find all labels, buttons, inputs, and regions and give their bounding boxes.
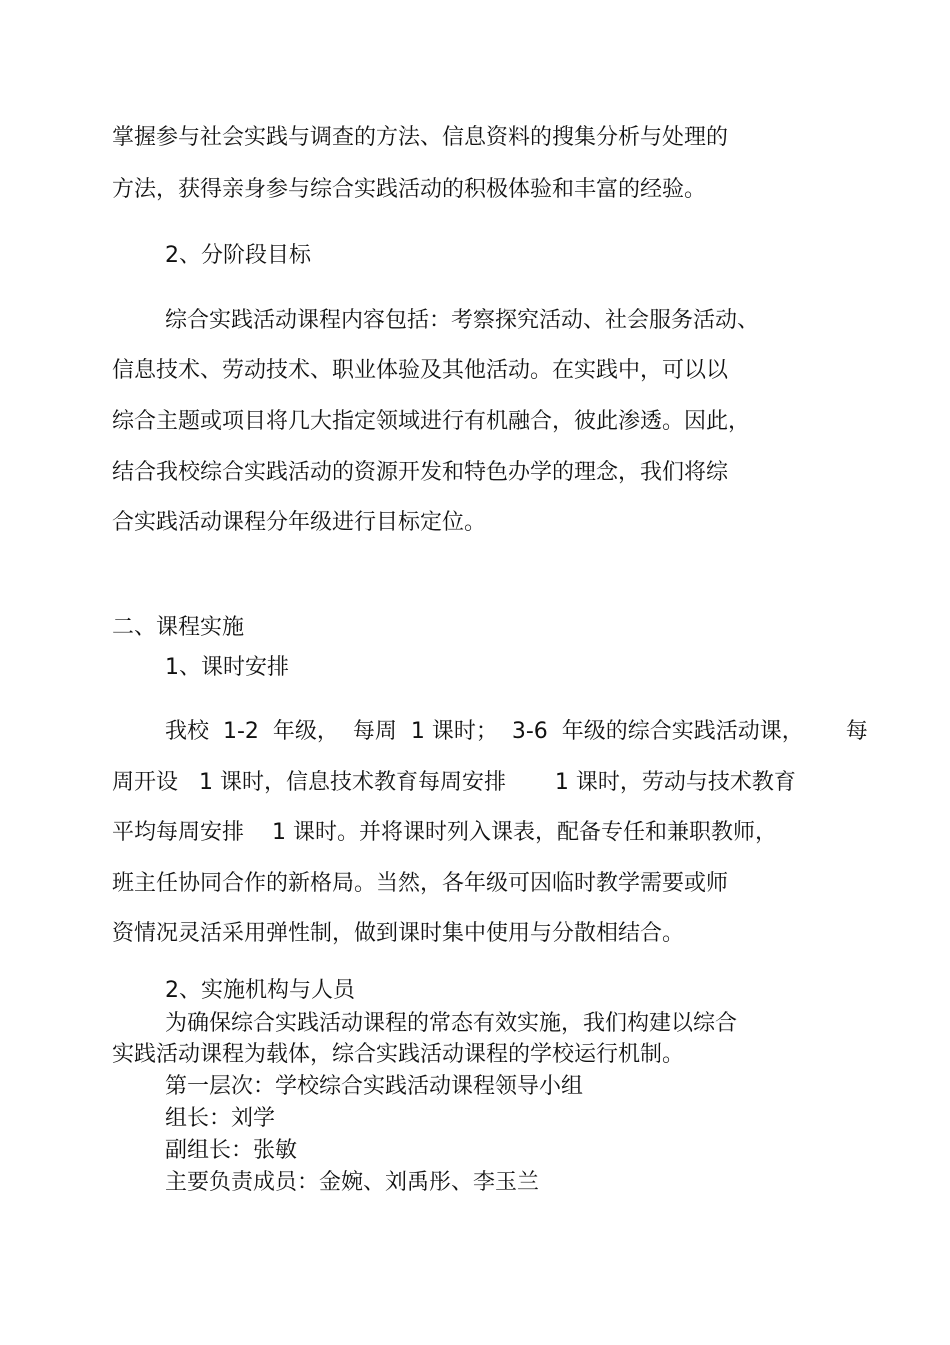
- paragraph-line: 方法，获得亲身参与综合实践活动的积极体验和丰富的经验。: [112, 177, 707, 202]
- list-item: 主要负责成员：金婉、刘禹彤、李玉兰: [165, 1170, 540, 1195]
- paragraph-line: 平均每周安排 1 课时。并将课时列入课表，配备专任和兼职教师，: [112, 820, 777, 845]
- paragraph-line: 资情况灵活采用弹性制，做到课时集中使用与分散相结合。: [112, 921, 685, 946]
- section-heading: 1、课时安排: [165, 655, 289, 680]
- paragraph-line: 周开设 1 课时，信息技术教育每周安排 1 课时，劳动与技术教育: [112, 770, 796, 795]
- chapter-heading: 二、课程实施: [112, 615, 245, 640]
- paragraph-line: 结合我校综合实践活动的资源开发和特色办学的理念，我们将综: [112, 460, 729, 485]
- paragraph-line: 我校 1-2 年级， 每周 1 课时； 3-6 年级的综合实践活动课， 每: [165, 719, 868, 744]
- list-item: 组长：刘学: [165, 1106, 276, 1131]
- section-heading: 2、分阶段目标: [165, 243, 311, 268]
- paragraph-line: 信息技术、劳动技术、职业体验及其他活动。在实践中，可以以: [112, 358, 729, 383]
- section-heading: 2、实施机构与人员: [165, 978, 355, 1003]
- list-item: 第一层次：学校综合实践活动课程领导小组: [165, 1074, 584, 1099]
- paragraph-line: 实践活动课程为载体，综合实践活动课程的学校运行机制。: [112, 1042, 685, 1067]
- paragraph-line: 合实践活动课程分年级进行目标定位。: [112, 510, 487, 535]
- paragraph-line: 掌握参与社会实践与调查的方法、信息资料的搜集分析与处理的: [112, 125, 729, 150]
- paragraph-line: 班主任协同合作的新格局。当然，各年级可因临时教学需要或师: [112, 871, 729, 896]
- list-item: 副组长：张敏: [165, 1138, 298, 1163]
- paragraph-line: 综合主题或项目将几大指定领域进行有机融合，彼此渗透。因此，: [112, 409, 751, 434]
- paragraph-line: 为确保综合实践活动课程的常态有效实施，我们构建以综合: [165, 1011, 738, 1036]
- paragraph-line: 综合实践活动课程内容包括：考察探究活动、社会服务活动、: [165, 308, 760, 333]
